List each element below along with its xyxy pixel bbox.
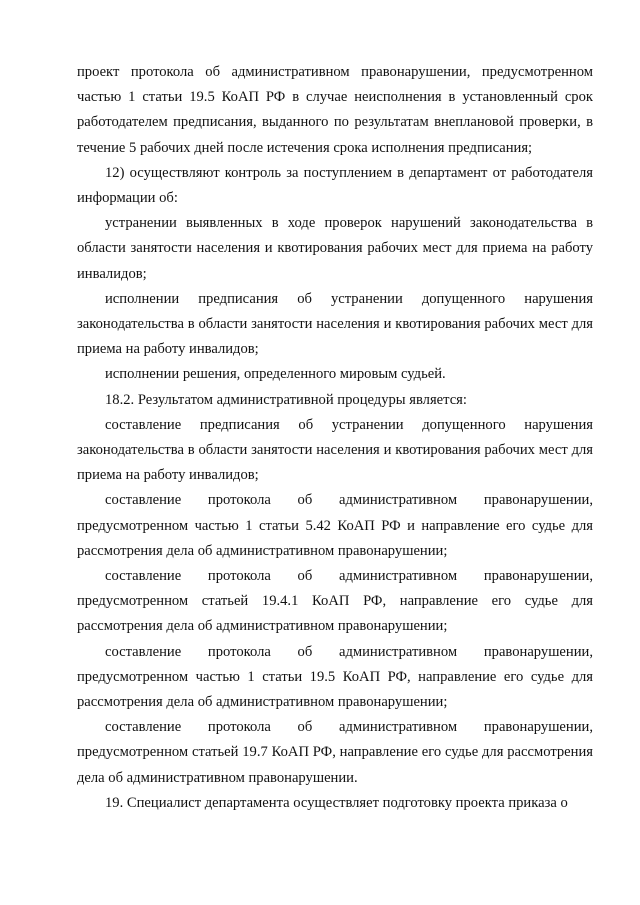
paragraph-section-18-2: 18.2. Результатом административной процедуры является:	[105, 391, 467, 408]
paragraph-protocol-draft: проект протокола об административном правонарушении, предусмотренном частью 1 статьи 19.5 КоАП РФ в случае неисполнения в установленный срок работодателем предписания, выданного по результатам внеплановой проверки, в течение 5 рабочих дней после истечения срока исполнения предписания;	[77, 64, 593, 156]
paragraph-result-protocol-19-7: составление протокола об административном правонарушении, предусмотренном статьей 19.7 КоАП РФ, направление его судье для рассмотрения дела об административном правонарушении.	[77, 719, 593, 786]
paragraph-section-19: 19. Специалист департамента осуществляет подготовку проекта приказа о	[105, 794, 568, 811]
paragraph-execution-decision: исполнении решения, определенного мировым судьей.	[105, 366, 446, 383]
paragraph-elimination-violations: устранении выявленных в ходе проверок нарушений законодательства в области занятости населения и квотирования рабочих мест для приема на работу инвалидов;	[77, 215, 593, 282]
paragraph-result-protocol-19-4-1: составление протокола об административном правонарушении, предусмотренном статьей 19.4.1 КоАП РФ, направление его судье для рассмотрения дела об административном правонарушении;	[77, 568, 593, 635]
paragraph-result-protocol-5-42: составление протокола об административном правонарушении, предусмотренном частью 1 статьи 5.42 КоАП РФ и направление его судье для рассмотрения дела об административном правонарушении;	[77, 492, 593, 559]
paragraph-control-item-12: 12) осуществляют контроль за поступлением в департамент от работодателя информации об:	[77, 164, 593, 207]
paragraph-result-protocol-19-5: составление протокола об административном правонарушении, предусмотренном частью 1 статьи 19.5 КоАП РФ, направление его судье для рассмотрения дела об административном правонарушении;	[77, 643, 593, 711]
paragraph-execution-order: исполнении предписания об устранении допущенного нарушения законодательства в области занятости населения и квотирования рабочих мест для приема на работу инвалидов;	[77, 290, 593, 358]
paragraph-result-order: составление предписания об устранении допущенного нарушения законодательства в области занятости населения и квотирования рабочих мест для приема на работу инвалидов;	[77, 416, 593, 484]
document-body	[77, 60, 593, 816]
